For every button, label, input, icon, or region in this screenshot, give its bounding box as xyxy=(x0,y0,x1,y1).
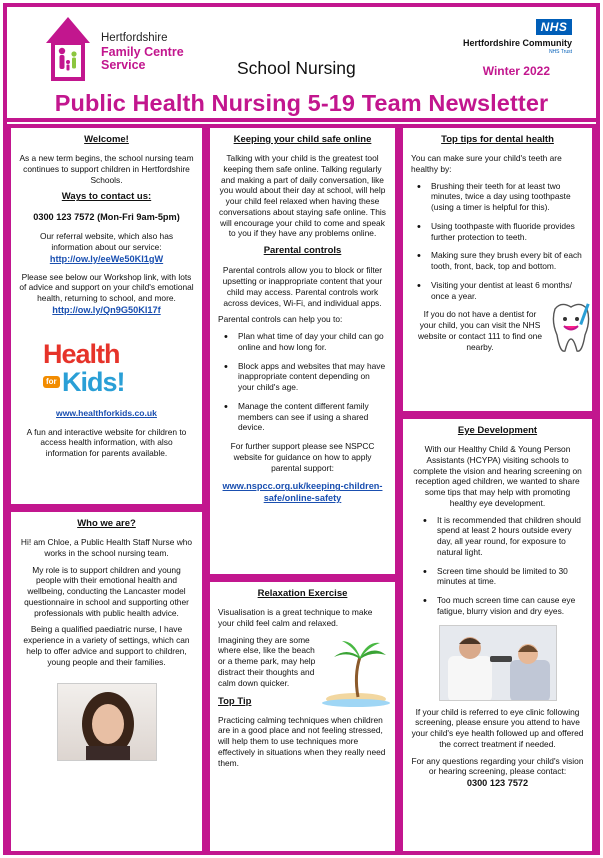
safe-online-section xyxy=(206,124,399,578)
parental-controls-heading: Parental controls xyxy=(263,245,342,257)
nhs-logo: NHS xyxy=(536,19,572,35)
dental-heading: Top tips for dental health xyxy=(441,134,554,145)
list-item: • Screen time should be limited to 30 minutes at time. xyxy=(417,566,584,588)
tooth-mascot-icon xyxy=(549,301,593,357)
eye-questions-text: For any questions regarding your child's vision or hearing screening, please contact: xyxy=(411,755,584,777)
eye-exam-icon xyxy=(440,626,557,701)
dental-intro: You can make sure your child's teeth are healthy by: xyxy=(411,153,562,174)
nurse-photo xyxy=(57,683,157,761)
logo-text xyxy=(101,31,231,72)
contact-phone: 0300 123 7572 (Mon-Fri 9am-5pm) xyxy=(33,211,180,222)
nurse-portrait-icon xyxy=(58,684,157,761)
logo-line-3: Service xyxy=(101,57,146,72)
newsletter-title: Public Health Nursing 5-19 Team Newsletter xyxy=(54,90,549,116)
welcome-intro: As a new term begins, the school nursing team continues to support children in Hertfordshire Schools. xyxy=(19,153,194,185)
parental-controls-list xyxy=(218,331,387,433)
safe-online-paragraph: Talking with your child is the greatest tool keeping them safe online. Talking regularly and making a part of daily conversation, like you would about their day at school, will help your child feel relaxed when having these conversations about staying safe online. This will encourage your child to come and speak to you if they have any problems online. xyxy=(219,153,386,239)
eye-development-section xyxy=(399,415,596,855)
hfk-for-text: for xyxy=(43,376,60,388)
contact-heading: Ways to contact us: xyxy=(61,191,152,203)
eye-heading: Eye Development xyxy=(457,425,538,436)
relaxation-section xyxy=(206,578,399,855)
list-item: • Too much screen time can cause eye fatigue, blurry vision and dry eyes. xyxy=(417,595,584,617)
top-tip-heading: Top Tip xyxy=(218,696,252,708)
eye-intro: With our Healthy Child & Young Person Assistants (HCYPA) visiting schools to complete the vision and hearing screening on reception aged children, we wanted to share some tips that may help with promoting healthy eye development. xyxy=(413,444,582,508)
referral-link[interactable]: http://ow.ly/eeWe50KI1gW xyxy=(49,253,164,264)
workshop-link[interactable]: http://ow.ly/Qn9G50KI17f xyxy=(52,304,161,315)
who-paragraph-3: Being a qualified paediatric nurse, I have experience in a variety of settings, which can help to offer advice and support to children, young people and their families. xyxy=(23,624,190,667)
list-item: • Making sure they brush every bit of each tooth, front, back, top and bottom. xyxy=(411,250,584,272)
hfk-kids-text: Kids! xyxy=(62,366,125,397)
safe-online-heading: Keeping your child safe online xyxy=(233,134,372,145)
list-item: • It is recommended that children should spend at least 2 hours outside every day, all year round, for exposure to natural light. xyxy=(417,515,584,558)
dental-section xyxy=(399,124,596,415)
parental-controls-intro: Parental controls can help you to: xyxy=(218,314,343,325)
nspcc-support-text: For further support please see NSPCC website for guidance on how to apply parental support: xyxy=(230,441,375,473)
relaxation-heading: Relaxation Exercise xyxy=(257,588,348,599)
welcome-heading: Welcome! xyxy=(84,134,129,145)
who-heading: Who we are? xyxy=(77,518,136,529)
workshop-text: Please see below our Workshop link, with lots of advice and support on your child's emotional health, returning to school, and more. xyxy=(19,271,194,304)
island-icon xyxy=(320,635,392,709)
nspcc-link[interactable]: www.nspcc.org.uk/keeping-children-safe/online-safety xyxy=(222,481,383,504)
list-item: • Plan what time of day your child can go online and how long for. xyxy=(218,331,387,353)
relaxation-paragraph-2: Imagining they are some where else, like the beach or a theme park, may help distract their thoughts and calm down quicker. xyxy=(218,634,316,688)
eye-test-photo xyxy=(439,625,557,701)
list-item: • Brushing their teeth for at least two minutes, twice a day using toothpaste (using a timer is helpful for this). xyxy=(411,181,584,213)
logo-line-2: Family Centre xyxy=(101,44,184,59)
list-item: • Manage the content different family members can see if using a shared device. xyxy=(218,401,387,433)
nhs-org-name: Hertfordshire Community xyxy=(462,38,572,48)
who-we-are-section xyxy=(7,508,206,855)
relaxation-paragraph-1: Visualisation is a great technique to make your child feel calm and relaxed. xyxy=(218,607,373,628)
referral-text: Our referral website, which also has information about our service: xyxy=(39,231,174,253)
eye-contact-phone: 0300 123 7572 xyxy=(466,778,529,789)
nhs-trust-label: NHS Trust xyxy=(548,49,572,55)
header xyxy=(9,9,594,87)
top-tip-text: Practicing calming techniques when children are in a good place and not feeling stressed, will help them to use techniques more effectively in situations when they really need them. xyxy=(218,714,386,768)
list-item: • Block apps and websites that may have inappropriate content depending on your child's age. xyxy=(218,361,387,393)
section-title: School Nursing xyxy=(237,58,356,78)
logo-line-1: Hertfordshire xyxy=(101,32,168,44)
eye-tips-list xyxy=(411,515,584,617)
edition-label: Winter 2022 xyxy=(482,64,550,78)
hfk-link[interactable]: www.healthforkids.co.uk xyxy=(56,407,157,418)
hfk-health-text: Health xyxy=(43,338,120,369)
who-paragraph-2: My role is to support children and young people with their emotional health and wellbeing, conducting the Lancaster model questionnaire in school and supporting other professionals with public health advice. xyxy=(24,564,189,618)
list-item: • Using toothpaste with fluoride provides further protection to teeth. xyxy=(411,221,584,243)
family-centre-logo-icon xyxy=(43,13,93,85)
list-item: • Visiting your dentist at least 6 months/ once a year. xyxy=(411,280,584,302)
dental-tips-list xyxy=(411,181,584,302)
parental-controls-paragraph: Parental controls allow you to block or filter upsetting or inappropriate content that your child may access. Parental controls work across devices, Wi-Fi, and individual apps. xyxy=(222,265,383,308)
who-paragraph-1: Hi! am Chloe, a Public Health Staff Nurse who works in the school nursing team. xyxy=(20,537,193,558)
welcome-section xyxy=(7,124,206,508)
no-dentist-text: If you do not have a dentist for your child, you can visit the NHS website or contact 111 to find one nearby. xyxy=(418,309,542,352)
hfk-description: A fun and interactive website for children to access health information, with also information for parents available. xyxy=(26,426,187,459)
health-for-kids-logo xyxy=(43,338,194,397)
title-divider xyxy=(7,118,596,122)
eye-referral-text: If your child is referred to eye clinic following screening, please ensure you attend to have your child's eye health followed up and offered the correct treatment if needed. xyxy=(411,706,584,749)
